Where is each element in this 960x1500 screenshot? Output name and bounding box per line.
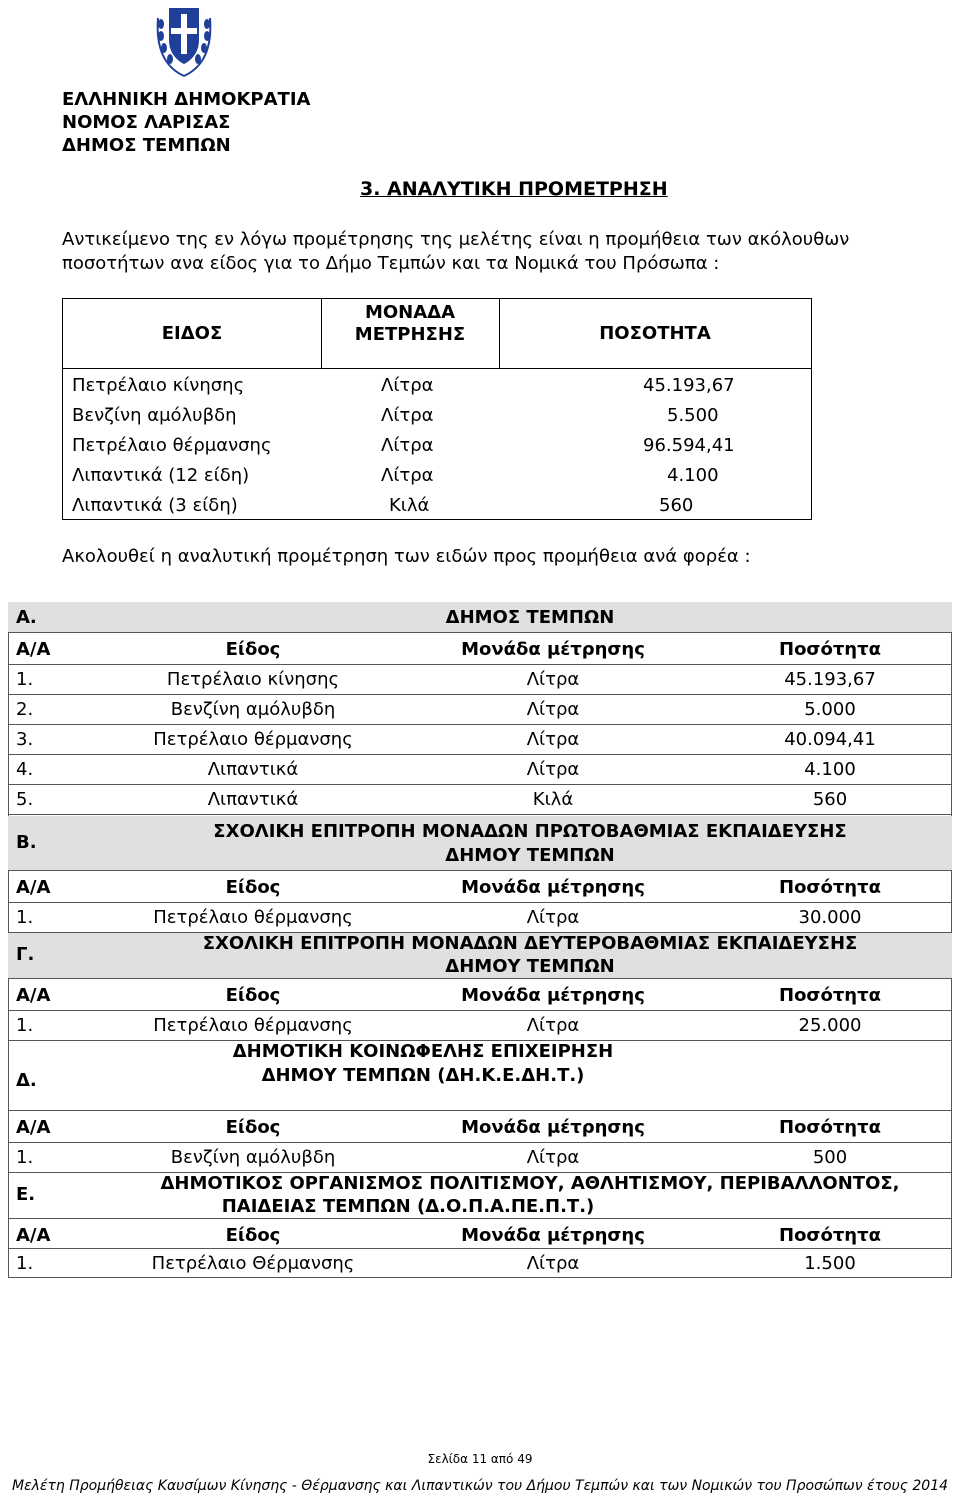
col-unit: Μονάδα μέτρησης xyxy=(461,1116,645,1138)
section-d-title-l1: ΔΗΜΟΤΙΚΗ ΚΟΙΝΩΦΕΛΗΣ ΕΠΙΧΕΙΡΗΣΗ xyxy=(232,1041,614,1062)
row-unit: Λίτρα xyxy=(526,1146,580,1168)
summary-row xyxy=(63,401,811,431)
row-aa: 1. xyxy=(16,668,34,690)
section-c-label: Γ. xyxy=(16,944,35,965)
row-unit: Λίτρα xyxy=(526,1252,580,1274)
row-aa: 2. xyxy=(16,698,34,720)
section-b-header xyxy=(8,816,952,870)
section-c-title-l1: ΣΧΟΛΙΚΗ ΕΠΙΤΡΟΠΗ ΜΟΝΑΔΩΝ ΔΕΥΤΕΡΟΒΑΘΜΙΑΣ ΕΚΠΑΙΔΕΥΣΗΣ xyxy=(202,933,858,954)
row-aa: 5. xyxy=(16,788,34,810)
col-unit: Μονάδα μέτρησης xyxy=(461,1224,645,1246)
row-aa: 1. xyxy=(16,906,34,928)
col-qty: Ποσότητα xyxy=(779,984,881,1006)
follow-text: Ακολουθεί η αναλυτική προμέτρηση των ειδών προς προμήθεια ανά φορέα : xyxy=(62,546,751,567)
summary-item: Λιπαντικά (3 είδη) xyxy=(72,495,238,516)
section-a-header xyxy=(8,602,952,632)
summary-qty: 96.594,41 xyxy=(643,435,735,456)
row-qty: 5.000 xyxy=(804,698,856,720)
row-qty: 30.000 xyxy=(798,906,862,928)
summary-qty: 560 xyxy=(659,495,694,516)
table-row xyxy=(8,724,952,754)
row-aa: 1. xyxy=(16,1146,34,1168)
header-municipality: ΔΗΜΟΣ ΤΕΜΠΩΝ xyxy=(62,135,231,156)
section-b-title-l2: ΔΗΜΟΥ ΤΕΜΠΩΝ xyxy=(445,845,615,866)
col-item: Είδος xyxy=(225,638,281,660)
greek-emblem-icon xyxy=(152,0,216,78)
row-qty: 1.500 xyxy=(804,1252,856,1274)
summary-row xyxy=(63,431,811,461)
summary-unit: Λίτρα xyxy=(381,465,434,486)
col-item: Είδος xyxy=(225,1224,281,1246)
row-unit: Λίτρα xyxy=(526,758,580,780)
column-header-row xyxy=(8,872,952,902)
row-item: Πετρέλαιο θέρμανσης xyxy=(153,1014,353,1036)
section-a-label: Α. xyxy=(16,607,37,628)
row-unit: Κιλά xyxy=(532,788,574,810)
table-row xyxy=(8,784,952,814)
section-d-header xyxy=(8,1040,952,1110)
intro-paragraph: Αντικείμενο της εν λόγω προμέτρησης της μελέτης είναι η προμήθεια των ακόλουθων ποσοτήτων ανα είδος για το Δήμο Τεμπών και τα Νομικά του Πρόσωπα : xyxy=(62,229,850,274)
row-qty: 560 xyxy=(812,788,848,810)
summary-qty: 4.100 xyxy=(667,465,719,486)
row-qty: 500 xyxy=(812,1146,848,1168)
row-qty: 4.100 xyxy=(804,758,856,780)
row-unit: Λίτρα xyxy=(526,906,580,928)
header-prefecture: ΝΟΜΟΣ ΛΑΡΙΣΑΣ xyxy=(62,112,231,133)
column-header-row xyxy=(8,980,952,1010)
row-item: Λιπαντικά xyxy=(207,788,299,810)
summary-header-unit-l1: ΜΟΝΑΔΑ xyxy=(364,302,456,323)
summary-header-item: ΕΙΔΟΣ xyxy=(161,323,223,344)
col-aa: Α/Α xyxy=(16,984,51,1006)
row-item: Πετρέλαιο Θέρμανσης xyxy=(151,1252,355,1274)
col-item: Είδος xyxy=(225,984,281,1006)
col-qty: Ποσότητα xyxy=(779,1116,881,1138)
col-aa: Α/Α xyxy=(16,876,51,898)
summary-header-unit-l2: ΜΕΤΡΗΣΗΣ xyxy=(354,324,466,345)
row-qty: 40.094,41 xyxy=(784,728,876,750)
col-qty: Ποσότητα xyxy=(779,876,881,898)
row-qty: 25.000 xyxy=(798,1014,862,1036)
section-e-title-l2: ΠΑΙΔΕΙΑΣ ΤΕΜΠΩΝ (Δ.Ο.Π.Α.ΠΕ.Π.Τ.) xyxy=(221,1196,595,1217)
section-c-header xyxy=(8,932,952,978)
summary-table xyxy=(62,298,812,520)
col-item: Είδος xyxy=(225,1116,281,1138)
col-qty: Ποσότητα xyxy=(779,1224,881,1246)
row-item: Βενζίνη αμόλυβδη xyxy=(170,698,336,720)
row-aa: 1. xyxy=(16,1252,34,1274)
row-item: Βενζίνη αμόλυβδη xyxy=(170,1146,336,1168)
summary-item: Πετρέλαιο κίνησης xyxy=(72,375,245,396)
col-unit: Μονάδα μέτρησης xyxy=(461,876,645,898)
summary-unit: Κιλά xyxy=(389,495,430,516)
summary-item: Βενζίνη αμόλυβδη xyxy=(72,405,237,426)
row-item: Πετρέλαιο θέρμανσης xyxy=(153,906,353,928)
row-unit: Λίτρα xyxy=(526,728,580,750)
detail-table xyxy=(8,602,952,1278)
col-aa: Α/Α xyxy=(16,1116,51,1138)
section-e-label: Ε. xyxy=(16,1184,36,1205)
header-country: ΕΛΛΗΝΙΚΗ ΔΗΜΟΚΡΑΤΙΑ xyxy=(62,89,311,110)
summary-qty: 5.500 xyxy=(667,405,719,426)
row-aa: 1. xyxy=(16,1014,34,1036)
section-a-title: ΔΗΜΟΣ ΤΕΜΠΩΝ xyxy=(445,607,615,628)
row-unit: Λίτρα xyxy=(526,698,580,720)
col-item: Είδος xyxy=(225,876,281,898)
summary-item: Πετρέλαιο θέρμανσης xyxy=(72,435,272,456)
section-d-title-l2: ΔΗΜΟΥ ΤΕΜΠΩΝ (ΔΗ.Κ.Ε.ΔΗ.Τ.) xyxy=(261,1065,585,1086)
table-row xyxy=(8,902,952,932)
section-e-header xyxy=(8,1172,952,1218)
section-b-title-l1: ΣΧΟΛΙΚΗ ΕΠΙΤΡΟΠΗ ΜΟΝΑΔΩΝ ΠΡΩΤΟΒΑΘΜΙΑΣ ΕΚΠΑΙΔΕΥΣΗΣ xyxy=(213,821,847,842)
row-item: Πετρέλαιο κίνησης xyxy=(166,668,340,690)
summary-item: Λιπαντικά (12 είδη) xyxy=(72,465,250,486)
summary-qty: 45.193,67 xyxy=(643,375,735,396)
column-header-row xyxy=(8,634,952,664)
page-number: Σελίδα 11 από 49 xyxy=(427,1452,533,1466)
section-d-label: Δ. xyxy=(16,1070,37,1091)
section-b-label: Β. xyxy=(16,832,37,853)
summary-unit: Λίτρα xyxy=(381,375,434,396)
summary-row xyxy=(63,491,811,521)
row-item: Πετρέλαιο θέρμανσης xyxy=(153,728,353,750)
col-unit: Μονάδα μέτρησης xyxy=(461,984,645,1006)
column-header-row xyxy=(8,1112,952,1142)
col-aa: Α/Α xyxy=(16,1224,51,1246)
summary-unit: Λίτρα xyxy=(381,405,434,426)
col-qty: Ποσότητα xyxy=(779,638,881,660)
table-row xyxy=(8,1248,952,1278)
summary-row xyxy=(63,371,811,401)
col-unit: Μονάδα μέτρησης xyxy=(461,638,645,660)
section-e-title-l1: ΔΗΜΟΤΙΚΟΣ ΟΡΓΑΝΙΣΜΟΣ ΠΟΛΙΤΙΣΜΟΥ, ΑΘΛΗΤΙΣΜΟΥ, ΠΕΡΙΒΑΛΛΟΝΤΟΣ, xyxy=(160,1173,900,1194)
col-aa: Α/Α xyxy=(16,638,51,660)
document-footer: Μελέτη Προμήθειας Καυσίμων Κίνησης - Θέρμανσης και Λιπαντικών του Δήμου Τεμπών και των Νομικών του Προσώπων έτους 2014 xyxy=(11,1478,949,1494)
summary-header-qty: ΠΟΣΟΤΗΤΑ xyxy=(599,323,711,344)
column-header-row xyxy=(8,1220,952,1250)
row-aa: 4. xyxy=(16,758,34,780)
table-row xyxy=(8,754,952,784)
row-qty: 45.193,67 xyxy=(784,668,876,690)
table-row xyxy=(8,1010,952,1040)
table-row xyxy=(8,694,952,724)
summary-row xyxy=(63,461,811,491)
table-row xyxy=(8,1142,952,1172)
row-unit: Λίτρα xyxy=(526,668,580,690)
row-aa: 3. xyxy=(16,728,34,750)
summary-unit: Λίτρα xyxy=(381,435,434,456)
row-unit: Λίτρα xyxy=(526,1014,580,1036)
row-item: Λιπαντικά xyxy=(207,758,299,780)
table-row xyxy=(8,664,952,694)
section-c-title-l2: ΔΗΜΟΥ ΤΕΜΠΩΝ xyxy=(445,956,615,977)
section-title: 3. ΑΝΑΛΥΤΙΚΗ ΠΡΟΜΕΤΡΗΣΗ xyxy=(360,178,668,200)
